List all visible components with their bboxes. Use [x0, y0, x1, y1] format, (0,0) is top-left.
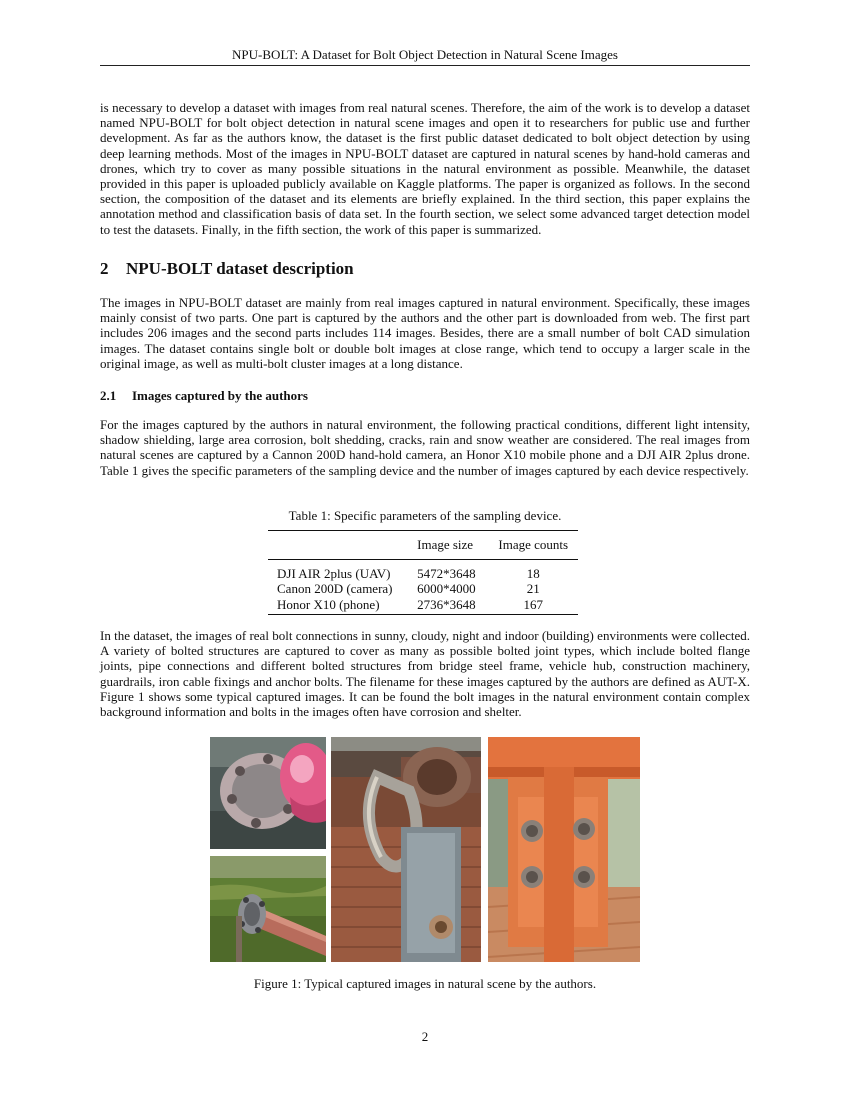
subsection-heading	[100, 388, 308, 404]
table-cell: 18	[526, 565, 540, 581]
rusty-shackle-photo	[331, 737, 481, 962]
table-cell: 2736*3648	[417, 596, 476, 612]
figure-1	[210, 737, 640, 962]
table-header-row	[268, 531, 578, 560]
table-caption: Table 1: Specific parameters of the sampling device.	[288, 508, 562, 523]
subsection-paragraph-1: For the images captured by the authors in natural environment, the following practical conditions, different light intensity, shadow shielding, large area corrosion, bolt shedding, cracks, rain and snow weather are considered. The real images from natural scenes are captured by a Cannon 200D hand-hold camera, an Honor X10 mobile phone and a DJI AIR 2plus drone. Table 1 gives the specific parameters of the sampling device and the number of images captured by each device respectively.	[100, 417, 750, 478]
table-cell: 6000*4000	[417, 581, 476, 596]
grass-pipe-photo	[210, 856, 326, 962]
table-cell: Honor X10 (phone)	[277, 596, 380, 612]
section-title: NPU-BOLT dataset description	[126, 259, 354, 278]
section-paragraph: The images in NPU-BOLT dataset are mainly from real images captured in natural environment. Specifically, these images mainly consist of two parts. One part is captured by the authors and the other part is downloaded from web. The first part includes 206 images and the second parts includes 114 images. Besides, there are a small number of bolt CAD simulation images. The dataset contains single bolt or double bolt images at close range, which tend to occupy a larger scale in the original image, as well as multi-bolt cluster images at a long distance.	[100, 295, 750, 371]
table-cell: Canon 200D (camera)	[277, 581, 393, 596]
orange-bracket-photo	[488, 737, 640, 962]
page-number: 2	[421, 1029, 429, 1044]
table-header-cell: Image size	[417, 537, 474, 552]
sampling-device-table	[268, 530, 578, 615]
table-row	[268, 597, 578, 615]
header-rule	[100, 65, 750, 66]
table-cell: 5472*3648	[417, 565, 476, 581]
running-title: NPU-BOLT: A Dataset for Bolt Object Detection in Natural Scene Images	[232, 47, 618, 62]
subsection-title: Images captured by the authors	[132, 388, 308, 403]
table-header-cell: Image counts	[498, 537, 569, 552]
section-heading	[100, 259, 354, 279]
pink-flange-photo	[210, 737, 326, 849]
table-cell: 21	[526, 581, 540, 596]
figure-caption: Figure 1: Typical captured images in natural scene by the authors.	[253, 976, 597, 991]
table-row	[268, 581, 578, 597]
table-cell: 167	[523, 596, 543, 612]
section-number: 2	[100, 259, 109, 278]
table-header-cell	[268, 531, 411, 560]
table-cell: DJI AIR 2plus (UAV)	[277, 565, 391, 581]
table-row	[268, 559, 578, 581]
intro-paragraph: is necessary to develop a dataset with images from real natural scenes. Therefore, the aim of the work is to develop a dataset named NPU-BOLT for bolt object detection in natural scene images and open it to researchers for public use and further development. As far as the authors know, the dataset is the first public dataset dedicated to bolt object detection by using deep learning methods. Most of the images in NPU-BOLT dataset are captured in natural scenes by hand-hold cameras and drones, which try to cover as many possible situations in the natural environment as possible. Meanwhile, the dataset provided in this paper is uploaded publicly available on Kaggle platforms. The paper is organized as follows. In the second section, the composition of the dataset and its elements are briefly explained. In the third section, this paper explains the annotation method and classification basis of data set. In the fourth section, we select some advanced target detection model to test the datasets. Finally, in the fifth section, the work of this paper is summarized.	[100, 100, 750, 237]
subsection-number: 2.1	[100, 388, 117, 403]
subsection-paragraph-2: In the dataset, the images of real bolt connections in sunny, cloudy, night and indoor (building) environments were collected. A variety of bolted structures are captured to cover as many as possible bolted joint types, which include bolted flange joints, pipe connections and different bolted structures from bridge steel frame, vehicle hub, construction machinery, guardrails, iron cable fixings and anchor bolts. The filename for these images captured by the authors are defined as AUT-X. Figure 1 shows some typical captured images. It can be found the bolt images in the natural environment contain complex background information and bolts in the images often have corrosion and shelter.	[100, 628, 750, 720]
